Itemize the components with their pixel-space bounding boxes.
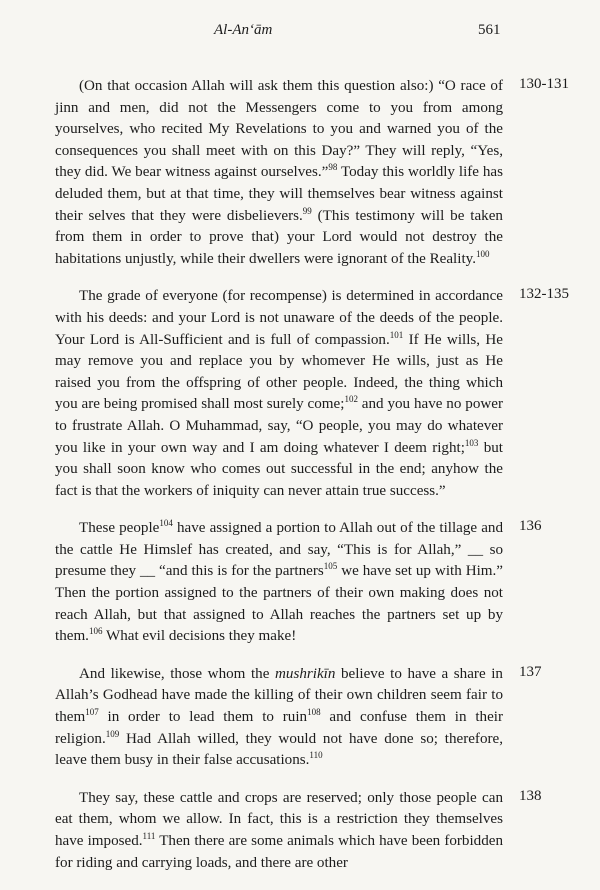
- verse-block: [55, 518, 542, 648]
- italic-term: mushrikīn: [275, 665, 336, 682]
- text-run: And likewise, those whom the: [79, 665, 276, 682]
- text-run: (This testimony will be taken from them in order to prove that) your Lord would not destroy the habitations unjustly, while their dwellers were ignorant of the Reality.: [55, 207, 503, 267]
- footnote-ref: 108: [307, 707, 321, 717]
- verse-number: 138: [519, 787, 542, 804]
- verse-text: [55, 286, 503, 502]
- footnote-ref: 102: [344, 394, 358, 405]
- text-run: and confuse them in their religion.: [55, 709, 503, 747]
- verse-number: 130-131: [519, 76, 569, 92]
- text-run: Today this worldly life has deluded them, but at that time, they will themselves bear witness against their selves that they were disbelievers.: [55, 164, 503, 224]
- footnote-ref: 103: [464, 437, 479, 448]
- footnote-ref: 106: [88, 626, 103, 637]
- text-run: Then there are some animals which have been forbidden for riding and carrying loads, and there are other: [55, 833, 504, 871]
- text-run: and you have no power to frustrate Allah. O Muhammad, say, “O people, you may do whatever you like in your own way and I am doing whatever I deem right;: [55, 396, 503, 456]
- text-run: we have set up with Him.” Then the portion assigned to the partners of their own making does not reach Allah, but that assigned to Allah reaches the partners set up by them.: [55, 563, 504, 645]
- text-run: in order to lead them to ruin: [98, 709, 308, 726]
- verse-text: [55, 664, 503, 772]
- footnote-ref: 110: [309, 750, 323, 761]
- verse-number: 136: [519, 518, 542, 535]
- text-run: but you shall soon know who comes out successful in the end; anyhow the fact is that the workers of iniquity can never attain true success.”: [55, 439, 503, 499]
- verse-text: [55, 788, 503, 874]
- text-run: have assigned a portion to Allah out of the tillage and the cattle He Himslef has created, and say, “This is for Allah,” __ so presume they __ “and this is for the partners: [55, 520, 503, 580]
- footnote-ref: 98: [328, 162, 338, 173]
- footnote-ref: 100: [475, 248, 490, 259]
- verse-block: [55, 787, 542, 874]
- footnote-ref: 101: [389, 329, 404, 340]
- verse-number: 132-135: [519, 286, 569, 303]
- verse-text: [55, 76, 503, 270]
- text-run: These people: [79, 520, 160, 537]
- footnote-ref: 107: [85, 707, 99, 717]
- text-run: Had Allah willed, they would not have done so; therefore, leave them busy in their false accusations.: [55, 730, 503, 769]
- text-run: The grade of everyone (for recompense) is determined in accordance with his deeds: and your Lord is not unaware of the deeds of the people. Your Lord is All-Sufficient and is full of compassion.: [55, 288, 503, 348]
- text-run: If He wills, He may remove you and replace you by whomever He wills, just as He raised you from the offspring of other people. Indeed, the thing which you are being promised shall most surely come;: [55, 331, 503, 413]
- verse-number: 137: [519, 663, 542, 680]
- verse-text: [55, 518, 503, 648]
- verse-block: [55, 76, 569, 270]
- text-run: What evil decisions they make!: [102, 628, 297, 645]
- text-run: They say, these cattle and crops are reserved; only those people can eat them, whom we allow. In fact, this is a restriction they themselves have imposed.: [55, 789, 503, 849]
- footnote-ref: 99: [302, 205, 312, 216]
- footnote-ref: 105: [323, 561, 338, 572]
- footnote-ref: 104: [159, 518, 173, 529]
- running-title: Al-An‘ām: [214, 22, 273, 38]
- footnote-ref: 111: [142, 830, 156, 841]
- text-run: (On that occasion Allah will ask them this question also:) “O race of jinn and men, did not the Messengers come to you from among yourselves, who recited My Revelations to you and warned you of the consequences you shall meet with on this Day?” They will reply, “Yes, they did. We bear witness against ourselves.”: [55, 78, 503, 181]
- verse-block: [55, 663, 542, 772]
- page-number: 561: [478, 22, 501, 38]
- page-body: [55, 76, 569, 890]
- verse-block: [55, 286, 569, 502]
- footnote-ref: 109: [105, 728, 120, 739]
- text-run: believe to have a share in Allah’s Godhead have made the killing of their own children seem fair to them: [55, 665, 503, 726]
